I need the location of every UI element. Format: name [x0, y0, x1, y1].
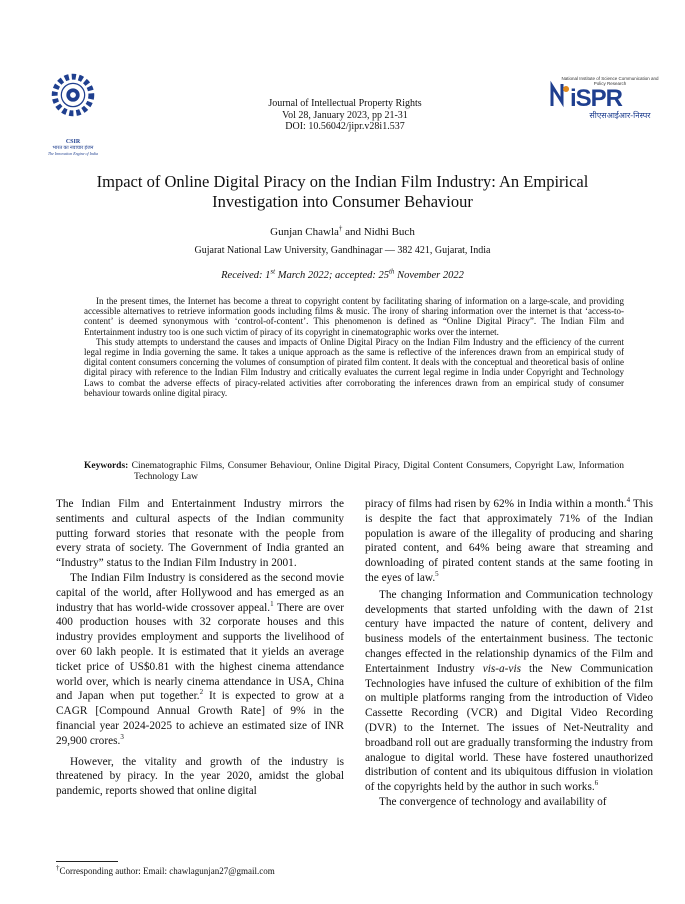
title-line-1: Impact of Online Digital Piracy on the Indian Film Industry: An Empirical — [96, 172, 589, 191]
corresponding-author-footnote: †Corresponding author: Email: chawlagunjan27@gmail.com — [56, 864, 275, 876]
nispr-hindi-name: सीएसआईआर-निस्पर — [589, 111, 651, 120]
abstract — [84, 296, 624, 398]
csir-caption-tagline: The Innovation Engine of India — [47, 151, 99, 156]
journal-volume: Vol 28, January 2023, pp 21-31 — [282, 109, 408, 121]
csir-caption-hindi: भारत का नवाचार इंजन — [52, 146, 94, 151]
svg-text:iSPR: iSPR — [570, 85, 623, 110]
body-paragraph: However, the vitality and growth of the industry is threatened by piracy. In the year 2020, amidst the global pandemic, reports showed that online digital — [56, 755, 344, 798]
affiliation: Gujarat National Law University, Gandhinagar — 382 421, Gujarat, India — [194, 245, 491, 256]
keywords-label: Keywords: — [84, 461, 129, 471]
footnote-ref: 6 — [594, 779, 599, 788]
abstract-paragraph: This study attempts to understand the causes and impacts of Online Digital Piracy on the Indian Film Industry and the efficiency of the current legal regime in India governing the same. It takes a unique approach as the same is reflective of the inferences drawn from an empirical study of digital content consumers concerning the volumes of consumption of pirated film content. It deals with the conceptual and theoretical basis of online digital piracy with reference to the Indian Film Industry and critically evaluates the current legal regime in India under Copyright and Technology Laws to combat the adverse effects of piracy-related activities after corroborating the inferences drawn from an empirical study of consumer behaviour towards online digital piracy. — [84, 336, 624, 398]
body-paragraph: piracy of films had risen by 62% in India within a month.$^4$ This is despite the fact that approximately 71% of the Indian population is aware of the illegality of producing and sharing pirated content, and 64% being aware that streaming and downloading of pirated content stands at the same footing in the eyes of law.$^5$ — [365, 496, 653, 584]
title-line-2: Investigation into Consumer Behaviour — [212, 192, 473, 211]
keywords — [84, 461, 624, 483]
csir-logo-icon — [48, 70, 98, 120]
body-column-left — [56, 497, 344, 799]
footnote-ref: 2 — [199, 688, 204, 697]
author-2: and Nidhi Buch — [342, 226, 415, 238]
journal-name: Journal of Intellectual Property Rights — [268, 98, 422, 109]
keywords-text: Cinematographic Films, Consumer Behaviour, Online Digital Piracy, Digital Content Consumers, Copyright Law, Information Technology Law — [131, 461, 624, 482]
received-accepted-dates: Received: 1st March 2022; accepted: 25th November 2022 — [221, 267, 464, 281]
body-paragraph: The convergence of technology and availability of — [379, 795, 607, 808]
journal-info — [230, 98, 460, 133]
footnote-ref: 1 — [270, 599, 274, 608]
nispr-logo-icon — [548, 80, 658, 110]
author-1: Gunjan Chawla — [270, 226, 339, 238]
body-column-right — [365, 497, 653, 810]
authors — [100, 226, 585, 238]
body-paragraph: The changing Information and Communication technology developments that started unfolding with the dawn of 21st century have impacted the nature of content, delivery and business models of the entertainment business. The tectonic changes effected in the relationship dynamics of the Film and Entertainment Industry vis-a-vis the New Communication Technologies have infused the culture of exhibition of the film on multiple platforms ranging from the introduction of Video Cassette Recording (VCR) and Digital Video Recording (DVR) to the Internet. The issues of Net-Neutrality and broadband roll out are gradually transforming the industry from analogue to digital world. These have fostered unauthorized distribution of content and its ubiquitous diffusion in violation of the copyrights held by the author in such works.$^6$ — [365, 588, 653, 794]
corresponding-mark: † — [338, 224, 343, 233]
footnote-ref: 3 — [120, 732, 124, 741]
footnote-divider — [56, 861, 118, 862]
body-paragraph: The Indian Film Industry is considered as the second movie capital of the world, after Hollywood and has emerged as an industry that has world-wide crossover appeal.$^1$ There are over 400 production houses with 32 corporate houses and this industry provides employment and supports the livelihood of over 60 lakh people. It is estimated that it yields an average ticket price of US$0.81 with the highest cinema attendance world over, which is nearly cinema attendance in USA, China and Japan when put together.$^2$ It is expected to grow at a CAGR [Compound Annual Growth Rate] of 9% in the financial year 2024-2025 to achieve an estimated size of INR 29,900 crores.$^3$ — [56, 571, 344, 747]
journal-doi: DOI: 10.56042/jipr.v28i1.537 — [285, 121, 405, 132]
nispr-tagline: National Institute of Science Communication and Policy Research — [561, 76, 659, 86]
footnote-ref: 4 — [626, 496, 631, 505]
article-title — [60, 172, 625, 212]
footnote-ref: 5 — [435, 570, 439, 579]
body-paragraph: The Indian Film and Entertainment Industry mirrors the sentiments and cultural aspects of the Indian community putting forward stories that resonate with the people from every strata of society. The Government of India granted an “Industry” status to the Indian Film Industry in 2001. — [56, 498, 344, 570]
csir-caption: CSIR — [65, 139, 81, 145]
abstract-paragraph: In the present times, the Internet has become a threat to copyright content by facilitating sharing of information on a large-scale, and providing accessible alternatives to retrieve information goods including films & music. The irony of sharing information over the internet is that ‘access-to-content’ is deemed synonymous with ‘control-of-content’. This phenomenon is defined as “Online Digital Piracy”. The Indian Film and Entertainment industry too is one such victim of piracy of its copyright in cinematographic works over the internet. — [84, 296, 624, 337]
